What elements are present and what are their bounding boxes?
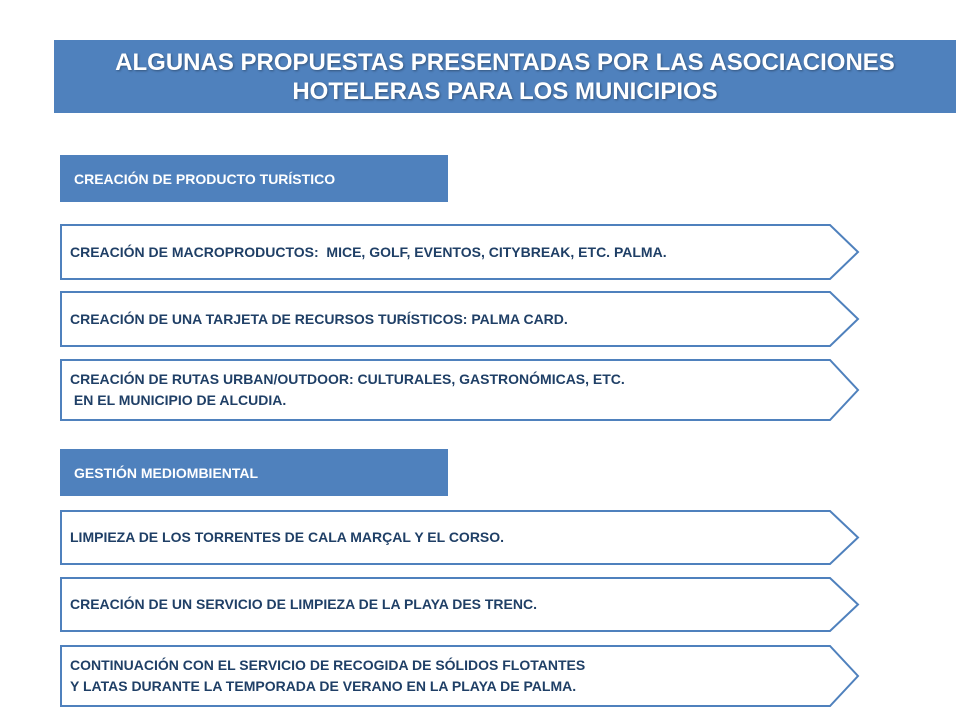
slide-title-line-2: HOTELERAS PARA LOS MUNICIPIOS (292, 77, 718, 105)
list-item-palma-card (60, 291, 860, 347)
item-line-1: CONTINUACIÓN CON EL SERVICIO DE RECOGIDA DE SÓLIDOS FLOTANTES (70, 657, 586, 673)
item-line-2: EN EL MUNICIPIO DE ALCUDIA. (70, 392, 287, 408)
section-header-label: CREACIÓN DE PRODUCTO TURÍSTICO (74, 170, 336, 187)
list-item-macroproductos (60, 224, 860, 280)
item-line-1: CREACIÓN DE UN SERVICIO DE LIMPIEZA DE LA PLAYA DES TRENC. (70, 596, 537, 612)
section-header-gestion-mediombiental (60, 449, 448, 496)
list-item-playa-des-trenc (60, 577, 860, 632)
item-line-1: LIMPIEZA DE LOS TORRENTES DE CALA MARÇAL Y EL CORSO. (70, 529, 505, 545)
list-item-solidos-flotantes (60, 645, 860, 707)
item-line-1: CREACIÓN DE RUTAS URBAN/OUTDOOR: CULTURALES, GASTRONÓMICAS, ETC. (70, 371, 625, 387)
slide-title (54, 40, 956, 113)
slide-title-line-1: ALGUNAS PROPUESTAS PRESENTADAS POR LAS ASOCIACIONES (115, 48, 895, 76)
item-line-2: Y LATAS DURANTE LA TEMPORADA DE VERANO EN LA PLAYA DE PALMA. (70, 678, 577, 694)
list-item-rutas-urban-outdoor (60, 359, 860, 421)
item-line-1: CREACIÓN DE UNA TARJETA DE RECURSOS TURÍSTICOS: PALMA CARD. (70, 310, 568, 327)
section-header-producto-turistico (60, 155, 448, 202)
item-line-1: CREACIÓN DE MACROPRODUCTOS: MICE, GOLF, EVENTOS, CITYBREAK, ETC. PALMA. (70, 243, 667, 260)
section-header-label: GESTIÓN MEDIOMBIENTAL (74, 464, 259, 481)
list-item-limpieza-torrentes (60, 510, 860, 565)
